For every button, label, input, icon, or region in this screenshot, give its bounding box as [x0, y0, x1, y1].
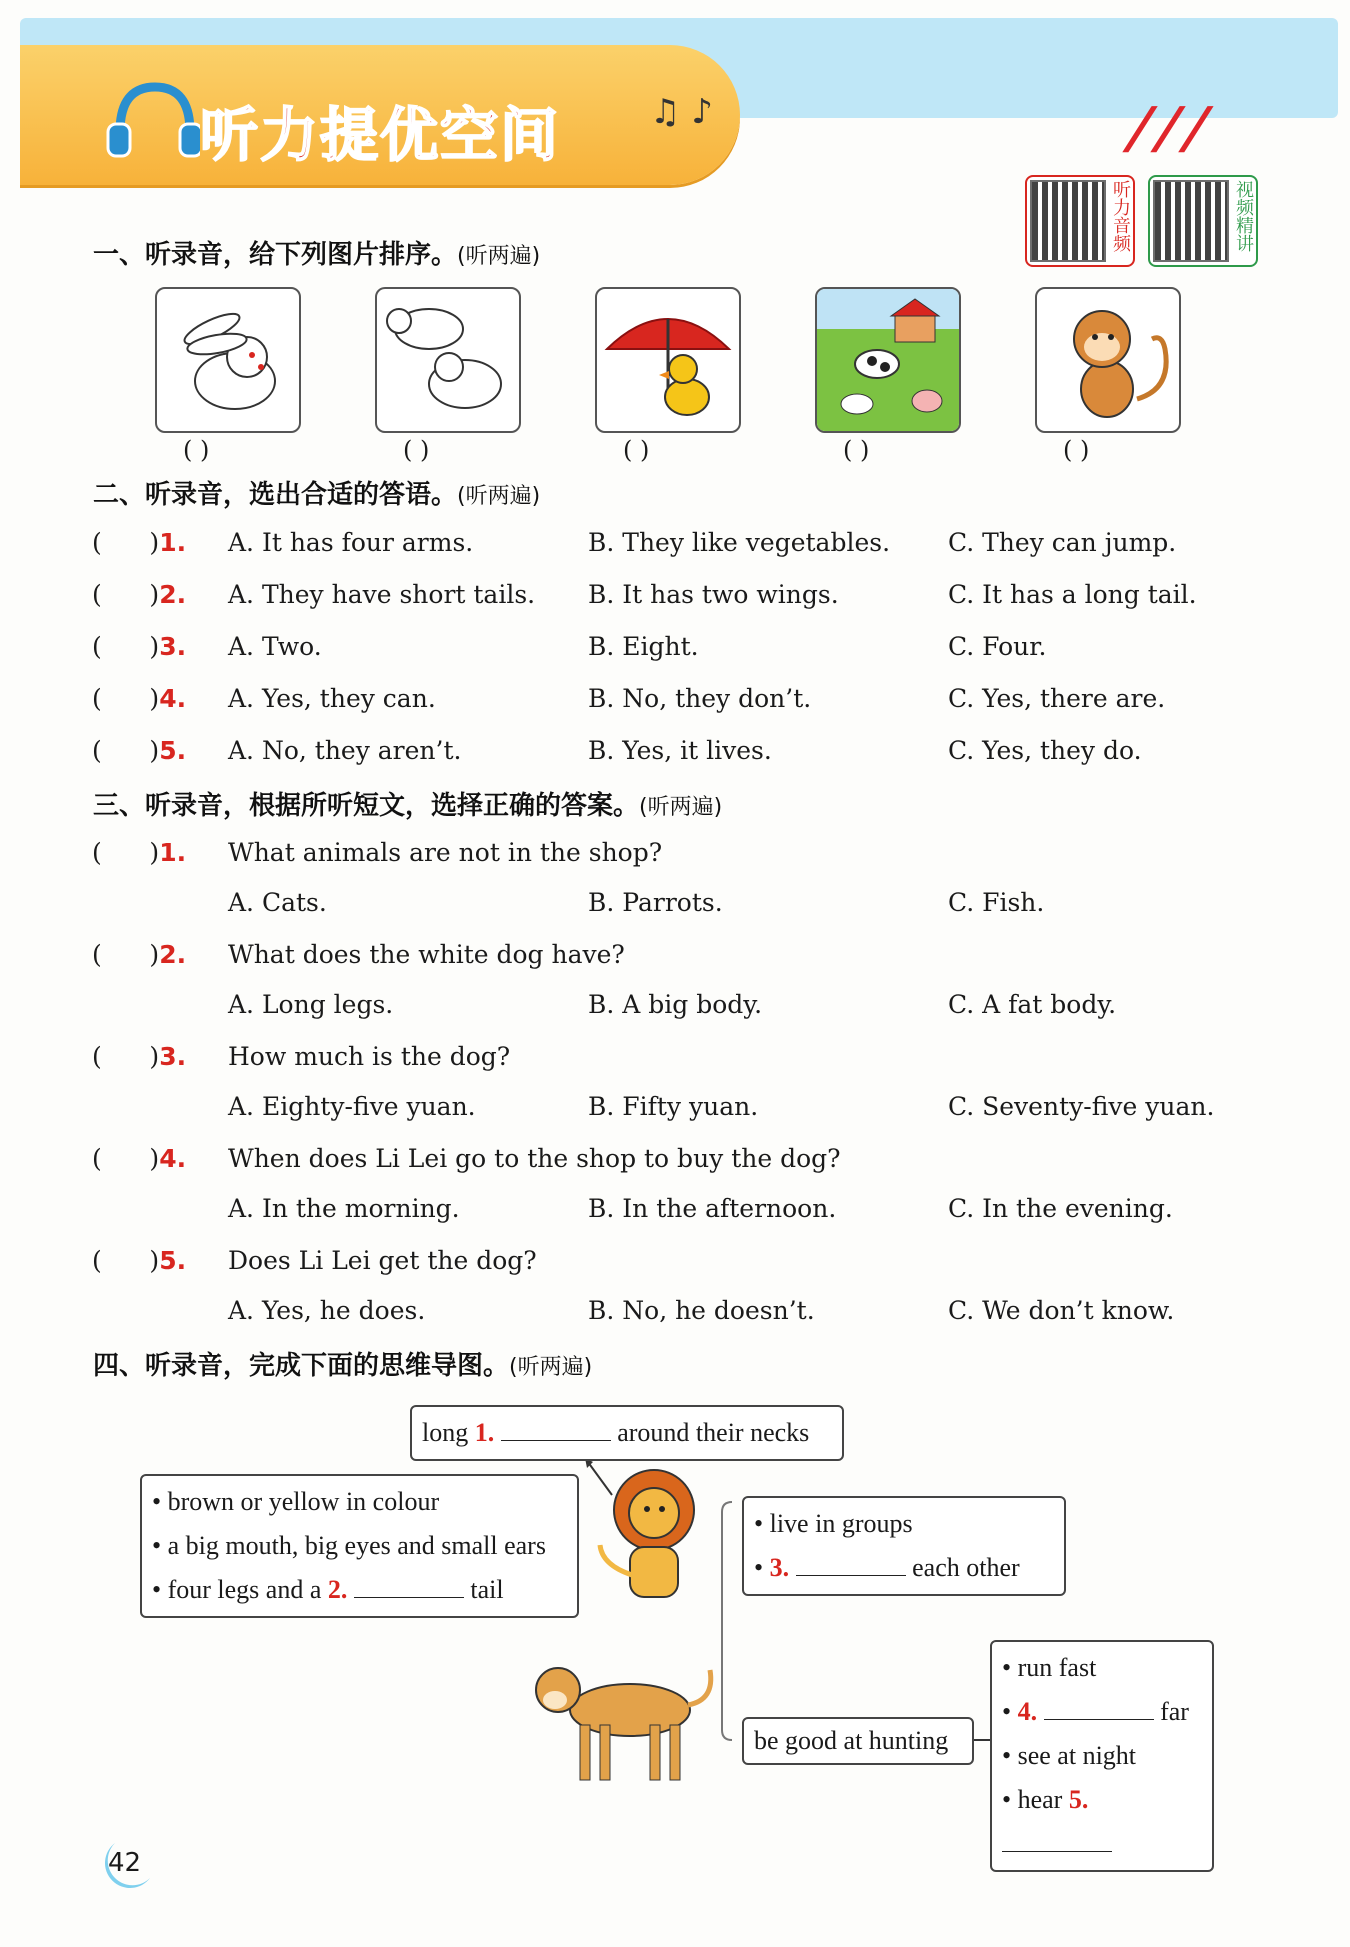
- answer-paren[interactable]: ( ): [92, 684, 160, 713]
- option-c: C. It has a long tail.: [948, 580, 1197, 609]
- question-number: 5.: [159, 1246, 187, 1275]
- mindmap-text: • brown or yellow in colour: [152, 1487, 440, 1516]
- mindmap-box-manes: [410, 1405, 844, 1461]
- option-b: B. No, they don’t.: [588, 684, 812, 713]
- answer-paren[interactable]: ( ): [92, 580, 160, 609]
- option-c: C. Yes, they do.: [948, 736, 1142, 765]
- mindmap-text: around their necks: [617, 1418, 810, 1447]
- question-text: What does the white dog have?: [228, 940, 625, 969]
- option-a: A. Long legs.: [228, 990, 394, 1019]
- answer-paren[interactable]: ( ): [92, 736, 160, 765]
- option-b: B. Eight.: [588, 632, 699, 661]
- option-c: C. We don’t know.: [948, 1296, 1175, 1325]
- question-number: 3.: [159, 1042, 187, 1071]
- option-a: A. In the morning.: [228, 1194, 460, 1223]
- question-number: 1.: [159, 838, 187, 867]
- page-number: 42: [108, 1848, 142, 1878]
- mindmap-text: tail: [470, 1575, 504, 1604]
- option-c: C. Fish.: [948, 888, 1045, 917]
- fill-blank-3[interactable]: [796, 1553, 906, 1576]
- section4-title: 四、听录音，完成下面的思维导图。(听两遍): [93, 1351, 593, 1381]
- question-number: 2.: [159, 580, 187, 609]
- mindmap-text: • see at night: [1002, 1741, 1137, 1770]
- option-c: C. In the evening.: [948, 1194, 1173, 1223]
- answer-paren[interactable]: ( ): [92, 528, 160, 557]
- mindmap-box-appearance: [140, 1474, 579, 1618]
- qr-video-label: 视频精讲: [1233, 180, 1254, 252]
- lioness-illustration: [520, 1650, 720, 1794]
- option-b: B. Fifty yuan.: [588, 1092, 759, 1121]
- question-number: 3.: [159, 632, 187, 661]
- mindmap-box-hunting-skills: • run fast • 4. far • see at night • hear 5.: [990, 1640, 1214, 1872]
- answer-paren[interactable]: ( ): [92, 1246, 160, 1275]
- blank-number: 3.: [769, 1553, 790, 1582]
- option-a: A. They have short tails.: [228, 580, 536, 609]
- question-text: When does Li Lei go to the shop to buy the dog?: [228, 1144, 841, 1173]
- section-banner-title: 听力提优空间: [200, 101, 561, 169]
- decorative-stripes: / / /: [1119, 96, 1211, 161]
- mindmap-text: each other: [912, 1553, 1020, 1582]
- answer-paren-4[interactable]: ( ): [843, 436, 870, 464]
- option-b: B. In the afternoon.: [588, 1194, 837, 1223]
- fill-blank-1[interactable]: [501, 1418, 611, 1441]
- question-number: 5.: [159, 736, 187, 765]
- mindmap-text: • four legs and a: [152, 1575, 322, 1604]
- answer-paren[interactable]: ( ): [92, 1144, 160, 1173]
- option-b: B. No, he doesn’t.: [588, 1296, 815, 1325]
- question-number: 2.: [159, 940, 187, 969]
- option-b: B. A big body.: [588, 990, 763, 1019]
- section3-title: 三、听录音，根据所听短文，选择正确的答案。(听两遍): [93, 791, 723, 821]
- blank-number: 2.: [327, 1575, 348, 1604]
- section1-title: 一、听录音，给下列图片排序。(听两遍): [93, 240, 541, 270]
- question-number: 4.: [159, 684, 187, 713]
- mindmap-text: • a big mouth, big eyes and small ears: [152, 1531, 546, 1560]
- option-a: A. Two.: [228, 632, 322, 661]
- question-number: 4.: [159, 1144, 187, 1173]
- option-a: A. It has four arms.: [228, 528, 474, 557]
- qr-audio-label: 听力音频: [1110, 180, 1131, 252]
- blank-number: 4.: [1017, 1697, 1038, 1726]
- answer-paren-5[interactable]: ( ): [1063, 436, 1090, 464]
- option-c: C. Four.: [948, 632, 1047, 661]
- answer-paren[interactable]: ( ): [92, 940, 160, 969]
- mindmap-text: far: [1160, 1697, 1189, 1726]
- option-a: A. Cats.: [228, 888, 327, 917]
- mindmap-text: long: [422, 1418, 469, 1447]
- mindmap-box-hunting: [742, 1717, 974, 1765]
- option-a: A. No, they aren’t.: [228, 736, 462, 765]
- question-text: How much is the dog?: [228, 1042, 511, 1071]
- option-c: C. Seventy-five yuan.: [948, 1092, 1215, 1121]
- blank-number: 5.: [1068, 1785, 1089, 1814]
- answer-paren-3[interactable]: ( ): [623, 436, 650, 464]
- answer-paren-2[interactable]: ( ): [403, 436, 430, 464]
- question-text: What animals are not in the shop?: [228, 838, 663, 867]
- blank-number: 1.: [474, 1418, 495, 1447]
- answer-paren-1[interactable]: ( ): [183, 436, 210, 464]
- section2-title: 二、听录音，选出合适的答语。(听两遍): [93, 480, 541, 510]
- fill-blank-5[interactable]: [1002, 1829, 1112, 1852]
- mindmap-text: • live in groups: [754, 1509, 913, 1538]
- option-b: B. They like vegetables.: [588, 528, 891, 557]
- option-b: B. Yes, it lives.: [588, 736, 772, 765]
- mindmap-text: • run fast: [1002, 1653, 1097, 1682]
- option-b: B. Parrots.: [588, 888, 723, 917]
- option-c: C. They can jump.: [948, 528, 1177, 557]
- option-a: A. Eighty-five yuan.: [228, 1092, 476, 1121]
- lion-illustration: [592, 1465, 712, 1609]
- question-number: 1.: [159, 528, 187, 557]
- answer-paren[interactable]: ( ): [92, 838, 160, 867]
- option-b: B. It has two wings.: [588, 580, 839, 609]
- mindmap-box-behavior: • live in groups • 3. each other: [742, 1496, 1066, 1596]
- mindmap-text: • hear: [1002, 1785, 1063, 1814]
- option-a: A. Yes, they can.: [228, 684, 436, 713]
- fill-blank-4[interactable]: [1044, 1697, 1154, 1720]
- fill-blank-2[interactable]: [354, 1575, 464, 1598]
- answer-paren[interactable]: ( ): [92, 632, 160, 661]
- option-c: C. A fat body.: [948, 990, 1117, 1019]
- question-text: Does Li Lei get the dog?: [228, 1246, 537, 1275]
- music-notes-icon: ♫ ♪: [650, 92, 713, 132]
- hunting-label: be good at hunting: [754, 1726, 949, 1755]
- answer-paren[interactable]: ( ): [92, 1042, 160, 1071]
- option-c: C. Yes, there are.: [948, 684, 1166, 713]
- option-a: A. Yes, he does.: [228, 1296, 426, 1325]
